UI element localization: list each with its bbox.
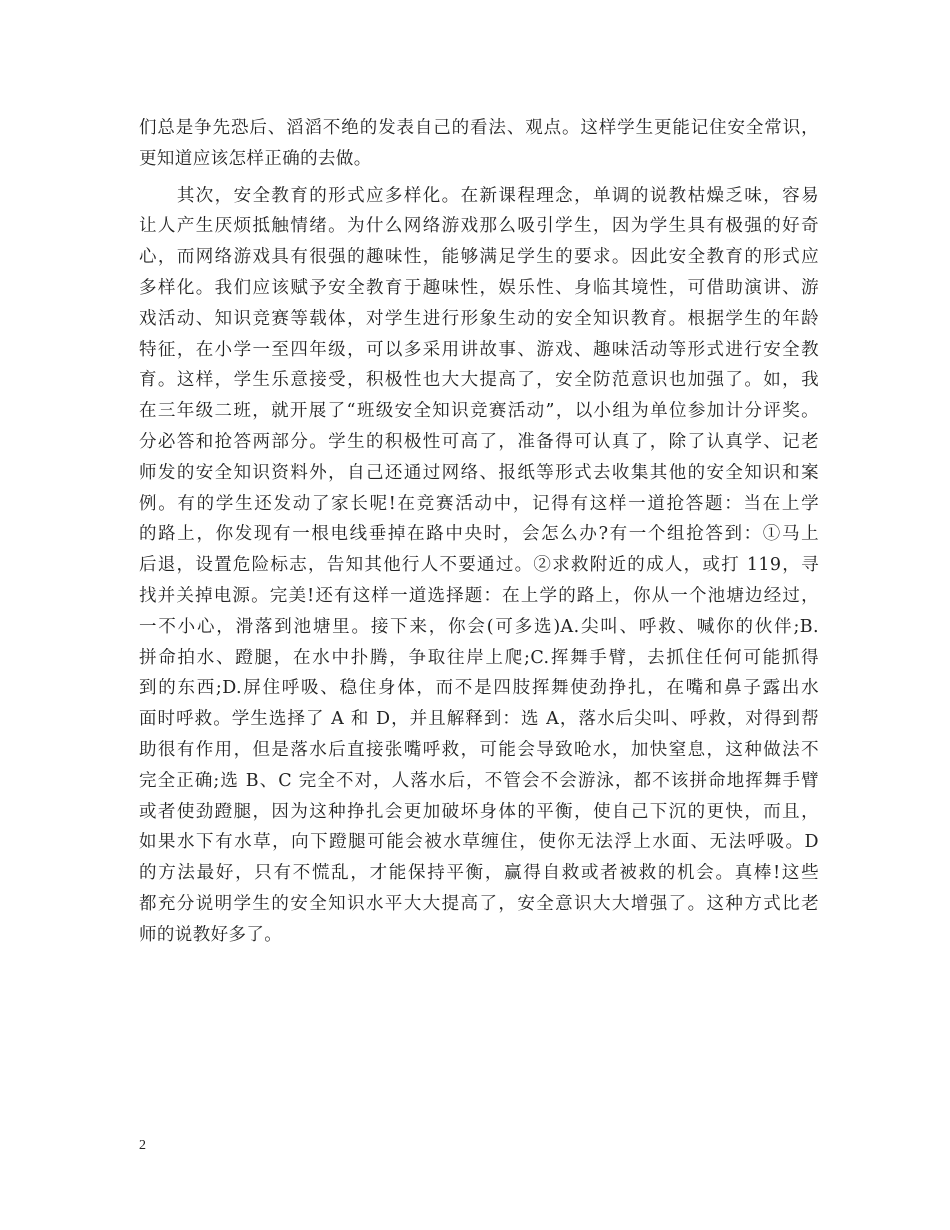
text-line: 分必答和抢答两部分。学生的积极性可高了，准备得可认真了，除了认真学、记老 bbox=[139, 431, 819, 452]
text-line: 其次，安全教育的形式应多样化。在新课程理念，单调的说教枯燥乏味，容易 bbox=[139, 185, 819, 206]
text-line: 让人产生厌烦抵触情绪。为什么网络游戏那么吸引学生，因为学生具有极强的好奇 bbox=[139, 216, 819, 237]
document-body bbox=[139, 113, 819, 951]
text-line: 后退，设置危险标志，告知其他行人不要通过。②求救附近的成人，或打 119，寻 bbox=[139, 555, 819, 576]
text-line: 例。有的学生还发动了家长呢!在竞赛活动中，记得有这样一道抢答题：当在上学 bbox=[139, 493, 819, 514]
text-line: 们总是争先恐后、滔滔不绝的发表自己的看法、观点。这样学生更能记住安全常识， bbox=[139, 118, 819, 138]
text-line: 的方法最好，只有不慌乱，才能保持平衡，赢得自救或者被救的机会。真棒!这些 bbox=[139, 863, 819, 884]
text-line: 心，而网络游戏具有很强的趣味性，能够满足学生的要求。因此安全教育的形式应 bbox=[139, 247, 819, 268]
text-line: 助很有作用，但是落水后直接张嘴呼救，可能会导致呛水，加快窒息，这种做法不 bbox=[139, 739, 819, 760]
text-line: 面时呼救。学生选择了 A 和 D，并且解释到：选 A，落水后尖叫、呼救，对得到帮 bbox=[139, 709, 819, 730]
text-line: 戏活动、知识竞赛等载体，对学生进行形象生动的安全知识教育。根据学生的年龄 bbox=[139, 308, 819, 329]
text-line: 到的东西;D.屏住呼吸、稳住身体，而不是四肢挥舞使劲挣扎，在嘴和鼻子露出水 bbox=[139, 678, 819, 699]
text-line: 的路上，你发现有一根电线垂掉在路中央时，会怎么办?有一个组抢答到：①马上 bbox=[139, 524, 819, 545]
text-line: 找并关掉电源。完美!还有这样一道选择题：在上学的路上，你从一个池塘边经过， bbox=[139, 585, 819, 606]
text-line: 拼命拍水、蹬腿，在水中扑腾，争取往岸上爬;C.挥舞手臂，去抓住任何可能抓得 bbox=[139, 647, 819, 668]
text-line: 特征，在小学一至四年级，可以多采用讲故事、游戏、趣味活动等形式进行安全教 bbox=[139, 339, 819, 360]
text-line: 师发的安全知识资料外，自己还通过网络、报纸等形式去收集其他的安全知识和案 bbox=[139, 462, 819, 483]
text-line: 更知道应该怎样正确的去做。 bbox=[139, 148, 372, 169]
paragraph-2 bbox=[139, 181, 819, 951]
text-line: 师的说教好多了。 bbox=[139, 924, 283, 945]
text-line: 在三年级二班，就开展了“班级安全知识竞赛活动”，以小组为单位参加计分评奖。 bbox=[139, 401, 819, 422]
text-line: 完全正确;选 B、C 完全不对，人落水后，不管会不会游泳，都不该拼命地挥舞手臂 bbox=[139, 770, 819, 791]
page-number: 2 bbox=[139, 1138, 146, 1153]
text-line: 或者使劲蹬腿，因为这种挣扎会更加破坏身体的平衡，使自己下沉的更快，而且， bbox=[139, 801, 819, 822]
text-line: 多样化。我们应该赋予安全教育于趣味性，娱乐性、身临其境性，可借助演讲、游 bbox=[139, 277, 819, 298]
text-line: 如果水下有水草，向下蹬腿可能会被水草缠住，使你无法浮上水面、无法呼吸。D bbox=[139, 832, 819, 853]
paragraph-1 bbox=[139, 113, 819, 175]
text-line: 育。这样，学生乐意接受，积极性也大大提高了，安全防范意识也加强了。如，我 bbox=[139, 370, 819, 391]
text-line: 一不小心，滑落到池塘里。接下来，你会(可多选)A.尖叫、呼救、喊你的伙伴;B. bbox=[139, 616, 819, 637]
text-line: 都充分说明学生的安全知识水平大大提高了，安全意识大大增强了。这种方式比老 bbox=[139, 893, 819, 914]
